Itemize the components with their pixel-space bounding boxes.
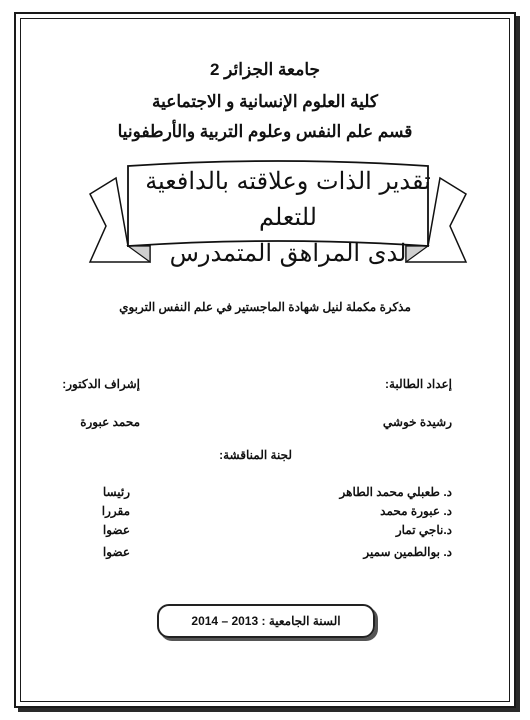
page-shadow-bottom	[18, 708, 520, 712]
academic-year: السنة الجامعية : 2013 – 2014	[191, 614, 341, 628]
academic-year-box	[157, 604, 375, 638]
page-shadow-right	[516, 16, 520, 710]
department-name: قسم علم النفس وعلوم التربية والأرطفونيا	[117, 122, 413, 141]
thesis-title-line1: تقدير الذات وعلاقته بالدافعية للتعلم	[145, 167, 431, 231]
faculty-name: كلية العلوم الإنسانية و الاجتماعية	[151, 92, 379, 111]
committee-member-role: عضوا	[102, 545, 130, 559]
committee-member-role: رئيسا	[102, 485, 130, 499]
committee-member-name: د. عبورة محمد	[380, 504, 452, 518]
committee-member-name: د.ناجي تمار	[395, 523, 452, 537]
supervisor-label: إشراف الدكتور:	[62, 377, 140, 391]
page-inner-border	[20, 18, 510, 702]
committee-member-name: د. بوالطمين سمير	[363, 545, 452, 559]
committee-title: لجنة المناقشة:	[219, 448, 292, 462]
thesis-title	[128, 163, 448, 271]
committee-member-name: د. طعبلي محمد الطاهر	[339, 485, 452, 499]
student-name: رشيدة خوشي	[382, 415, 452, 429]
university-name: جامعة الجزائر 2	[209, 60, 321, 79]
supervisor-name: محمد عبورة	[80, 415, 140, 429]
thesis-subtitle: مذكرة مكملة لنيل شهادة الماجستير في علم النفس التربوي	[119, 300, 411, 314]
student-label: إعداد الطالبة:	[384, 377, 452, 391]
committee-member-role: عضوا	[102, 523, 130, 537]
thesis-title-line2: لدى المراهق المتمدرس	[169, 239, 407, 267]
committee-member-role: مقررا	[101, 504, 130, 518]
